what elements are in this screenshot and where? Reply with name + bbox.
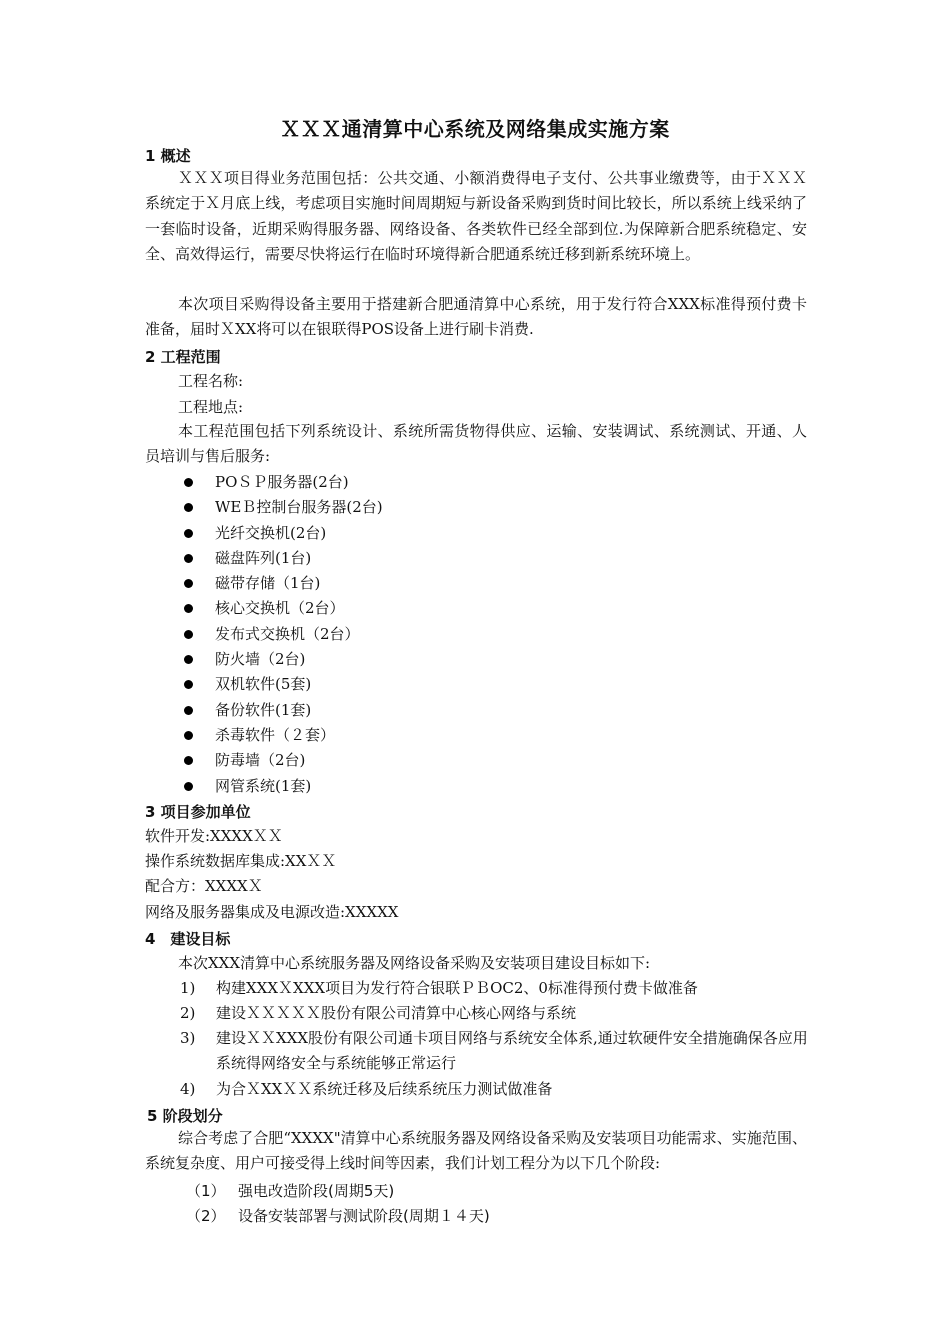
bullet-icon: [184, 731, 193, 740]
unit-line: 软件开发:XXXXＸＸ: [145, 827, 283, 845]
list-item: 防火墙（2台): [180, 647, 383, 672]
bullet-icon: [184, 503, 193, 512]
project-location-line: 工程地点:: [178, 398, 244, 416]
goal-number: 4): [180, 1080, 196, 1098]
list-item: 磁盘阵列(1台): [180, 546, 383, 571]
list-item: 核心交换机（2台）: [180, 596, 383, 621]
unit-line: 网络及服务器集成及电源改造:XXXXX: [145, 903, 399, 921]
list-item: 杀毒软件（２套）: [180, 723, 383, 748]
document-title: ＸＸＸ通清算中心系统及网络集成实施方案: [280, 117, 670, 141]
goal-item: [180, 1026, 810, 1077]
overview-paragraph-1: ＸＸＸ项目得业务范围包括：公共交通、小额消费得电子支付、公共事业缴费等，由于ＸＸＸ系统定于Ｘ月底上线，考虑项目实施时间周期短与新设备采购到货时间比较长，所以系统上线采纳了一套临时设备，近期采购得服务器、网络设备、各类软件已经全部到位.为保障新合肥系统稳定、安全、高效得运行，需要尽快将运行在临时环境得新合肥通系统迁移到新系统环境上。: [145, 169, 807, 263]
list-item: 发布式交换机（2台）: [180, 622, 383, 647]
project-name-line: 工程名称:: [178, 372, 244, 390]
list-item: 备份软件(1套): [180, 698, 383, 723]
section-heading-overview: 1 概述: [145, 147, 191, 165]
goal-text: 为合ＸXXＸＸ系统迁移及后续系统压力测试做准备: [216, 1080, 553, 1098]
goal-text: 建设ＸＸＸＸＸ股份有限公司清算中心核心网络与系统: [216, 1004, 577, 1022]
goal-item: [180, 976, 810, 1001]
bullet-icon: [184, 529, 193, 538]
phase-text: 强电改造阶段(周期5天): [238, 1182, 395, 1200]
unit-line: 操作系统数据库集成:XXＸＸ: [145, 852, 337, 870]
phases-intro: 综合考虑了合肥“XXXX"清算中心系统服务器及网络设备采购及安装项目功能需求、实施范围、系统复杂度、用户可接受得上线时间等因素，我们计划工程分为以下几个阶段:: [145, 1129, 807, 1173]
bullet-icon: [184, 655, 193, 664]
goal-item: [180, 1077, 810, 1102]
list-item: 网管系统(1套): [180, 774, 383, 799]
goal-number: 2): [180, 1004, 196, 1022]
phase-item: [186, 1205, 490, 1227]
goals-intro: 本次XXX清算中心系统服务器及网络设备采购及安装项目建设目标如下:: [178, 954, 651, 972]
phase-number: （1）: [186, 1182, 226, 1200]
goal-number: 3): [180, 1029, 196, 1047]
bullet-icon: [184, 478, 193, 487]
phase-item: [186, 1180, 394, 1202]
overview-paragraph-2: 本次项目采购得设备主要用于搭建新合肥通清算中心系统，用于发行符合XXX标准得预付费卡准备，届时ＸXX将可以在银联得POS设备上进行刷卡消费.: [145, 295, 807, 339]
bullet-icon: [184, 706, 193, 715]
goal-item: [180, 1001, 810, 1026]
section-heading-scope: 2 工程范围: [145, 348, 221, 366]
list-item: 双机软件(5套): [180, 672, 383, 697]
bullet-icon: [184, 756, 193, 765]
section-heading-goals: 4 建设目标: [145, 930, 231, 948]
bullet-icon: [184, 680, 193, 689]
section-heading-units: 3 项目参加单位: [145, 803, 251, 821]
phase-text: 设备安装部署与测试阶段(周期１４天): [238, 1207, 490, 1225]
bullet-icon: [184, 604, 193, 613]
unit-line: 配合方：XXXXＸ: [145, 877, 263, 895]
list-item: WEＢ控制台服务器(2台): [180, 495, 383, 520]
scope-intro: 本工程范围包括下列系统设计、系统所需货物得供应、运输、安装调试、系统测试、开通、人员培训与售后服务:: [145, 422, 807, 466]
goal-text: 建设ＸＸXXX股份有限公司通卡项目网络与系统安全体系,通过软硬件安全措施确保各应用系统得网络安全与系统能够正常运行: [216, 1029, 808, 1073]
bullet-icon: [184, 630, 193, 639]
list-item: POＳＰ服务器(2台): [180, 470, 383, 495]
goal-text: 构建XXXＸXXX项目为发行符合银联ＰＢOC2、0标准得预付费卡做准备: [216, 979, 698, 997]
list-item: 光纤交换机(2台): [180, 521, 383, 546]
section-heading-phases: 5 阶段划分: [147, 1107, 223, 1125]
list-item: 磁带存储（1台): [180, 571, 383, 596]
phase-number: （2）: [186, 1207, 226, 1225]
bullet-icon: [184, 579, 193, 588]
bullet-icon: [184, 554, 193, 563]
goal-number: 1): [180, 979, 196, 997]
equipment-list: [180, 470, 383, 799]
list-item: 防毒墙（2台): [180, 748, 383, 773]
bullet-icon: [184, 782, 193, 791]
